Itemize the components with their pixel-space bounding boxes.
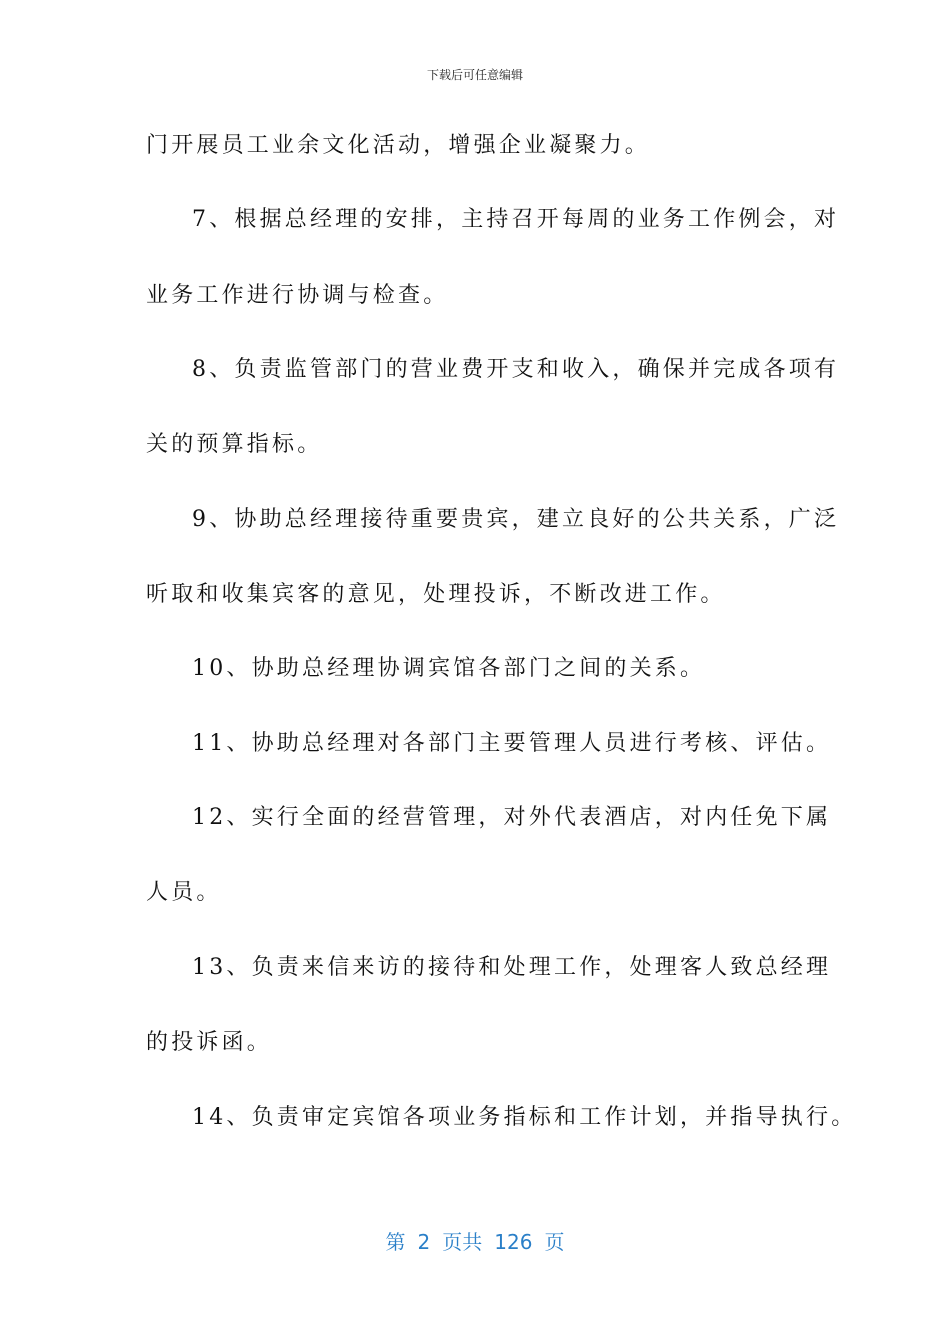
text-line: 10、协助总经理协调宾馆各部门之间的关系。 xyxy=(192,656,706,681)
footer-total-pages: 126 xyxy=(494,1230,533,1254)
text-line: 13、负责来信来访的接待和处理工作，处理客人致总经理 xyxy=(192,955,832,980)
footer-page-number: 2 xyxy=(417,1230,431,1254)
text-line: 人员。 xyxy=(146,880,222,905)
text-line: 9、协助总经理接待重要贵宾，建立良好的公共关系，广泛 xyxy=(192,507,840,532)
text-line: 14、负责审定宾馆各项业务指标和工作计划，并指导执行。 xyxy=(192,1105,857,1130)
text-line: 7、根据总经理的安排，主持召开每周的业务工作例会，对 xyxy=(192,207,840,232)
footer-middle: 页共 xyxy=(442,1230,483,1254)
text-line: 业务工作进行协调与检查。 xyxy=(146,283,449,308)
text-line: 11、协助总经理对各部门主要管理人员进行考核、评估。 xyxy=(192,731,832,756)
footer-prefix: 第 xyxy=(385,1230,406,1254)
text-line: 听取和收集宾客的意见，处理投诉，不断改进工作。 xyxy=(146,582,726,607)
page-footer xyxy=(0,1226,950,1255)
footer-suffix: 页 xyxy=(544,1230,565,1254)
text-line: 门开展员工业余文化活动，增强企业凝聚力。 xyxy=(146,133,651,158)
text-line: 的投诉函。 xyxy=(146,1030,273,1055)
text-line: 8、负责监管部门的营业费开支和收入，确保并完成各项有 xyxy=(192,357,840,382)
text-line: 关的预算指标。 xyxy=(146,432,323,457)
page-header: 下载后可任意编辑 xyxy=(426,68,523,82)
text-line: 12、实行全面的经营管理，对外代表酒店，对内任免下属 xyxy=(192,805,832,830)
